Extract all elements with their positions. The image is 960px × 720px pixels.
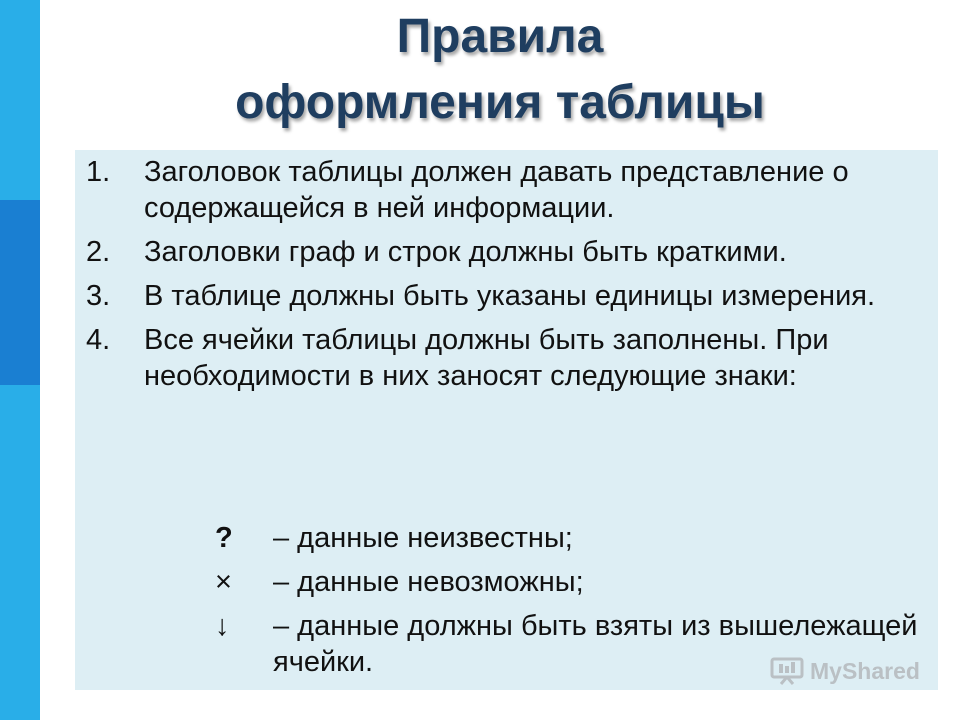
side-bar-accent [0, 200, 40, 385]
item-text: В таблице должны быть указаны единицы измерения. [144, 280, 876, 312]
list-item [86, 234, 926, 270]
rules-list [86, 154, 926, 402]
title-line-1: Правила [396, 10, 604, 63]
title-line-2: оформления таблицы [235, 76, 765, 129]
item-number: 4. [86, 324, 111, 356]
item-text: Заголовки граф и строк должны быть краткими. [144, 236, 787, 268]
sign-row-unknown [215, 520, 960, 556]
slide-title [40, 4, 960, 136]
cross-icon: × [215, 566, 232, 598]
sign-text: – данные неизвестны; [273, 522, 573, 554]
presentation-board-icon [770, 657, 804, 685]
watermark [770, 657, 920, 685]
item-text: Заголовок таблицы должен давать представление о содержащейся в ней информации. [144, 156, 849, 224]
list-item [86, 322, 926, 394]
watermark-text: MyShared [810, 657, 920, 684]
arrow-down-icon: ↓ [215, 610, 230, 642]
sign-text: – данные невозможны; [273, 566, 584, 598]
item-number: 2. [86, 236, 111, 268]
item-number: 3. [86, 280, 111, 312]
question-mark-icon: ? [215, 522, 233, 554]
item-number: 1. [86, 156, 111, 188]
sign-text: – данные должны быть взяты из вышележащей ячейки. [273, 610, 918, 678]
sign-row-impossible [215, 564, 960, 600]
list-item [86, 278, 926, 314]
item-text: Все ячейки таблицы должны быть заполнены. При необходимости в них заносят следующие знаки: [144, 324, 829, 392]
list-item [86, 154, 926, 226]
